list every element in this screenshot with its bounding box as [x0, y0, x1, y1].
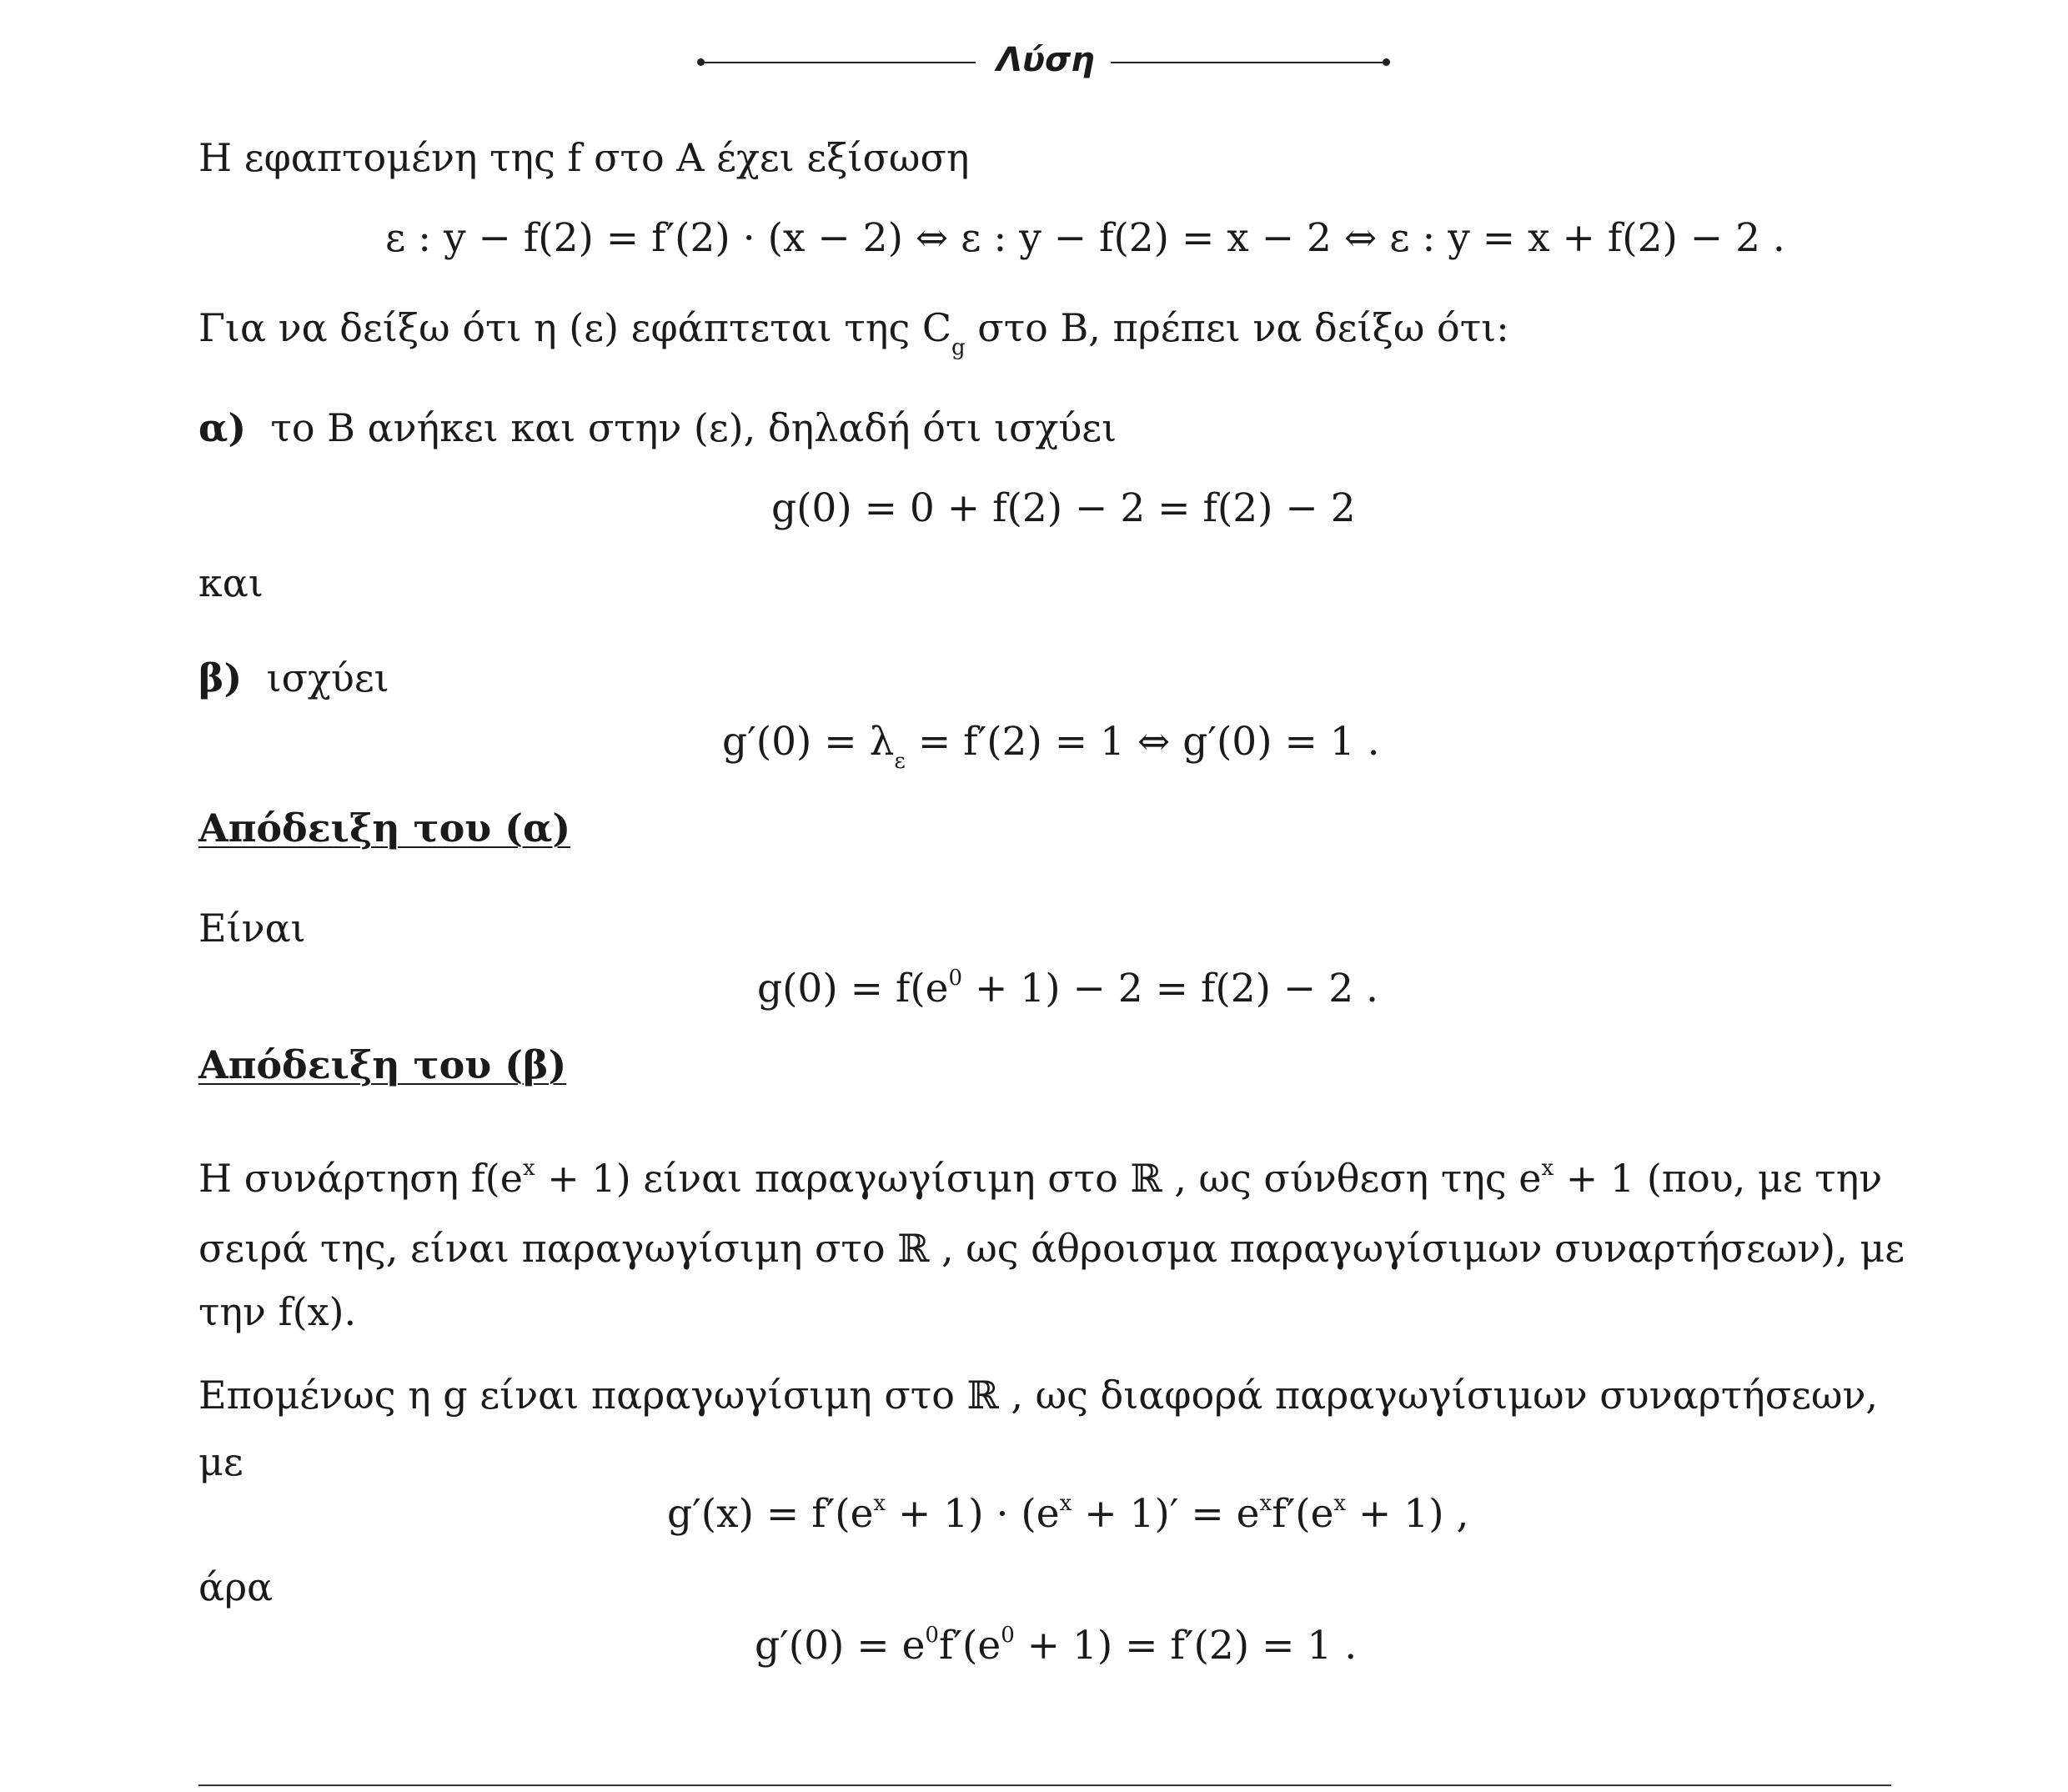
tangent-equation: ε : y − f(2) = f′(2) · (x − 2) ⇔ ε : y − f(2) = x − 2 ⇔ ε : y = x + f(2) − 2 . [385, 215, 1785, 261]
part-b-label: β) [198, 655, 243, 700]
eq4-part-b: + 1) − 2 = f(2) − 2 . [962, 966, 1378, 1011]
eq5-s3: x [1259, 1491, 1272, 1516]
eq3-left: g′(0) = λ [722, 719, 895, 765]
proof-a-lead: Είναι [198, 906, 306, 951]
eq5-s1: x [873, 1491, 886, 1516]
claim-subscript: g [951, 335, 966, 360]
para1-sup1: x [522, 1156, 535, 1181]
para1-line3: την f(x). [198, 1289, 357, 1334]
para2-line2: με [198, 1439, 243, 1484]
part-a [198, 405, 1117, 450]
eq5-c: + 1)′ = e [1072, 1491, 1260, 1537]
ara-word: άρα [198, 1564, 274, 1609]
intro-text: Η εφαπτομένη της f στο A έχει εξίσωση [198, 135, 970, 180]
derivative-equation [667, 1491, 1469, 1537]
para1-line2: σειρά της, είναι παραγωγίσιμη στο ℝ , ως άθροισμα παραγωγίσιμων συναρτήσεων), με [198, 1226, 1905, 1271]
and-word: και [198, 560, 264, 605]
section-title: Λύση [996, 41, 1095, 79]
para1-b: + 1) είναι παραγωγίσιμη στο ℝ , ως σύνθεση της e [535, 1156, 1542, 1201]
eq5-s4: x [1333, 1491, 1347, 1516]
claim-text [198, 305, 1509, 360]
eq6-c: + 1) = f′(2) = 1 . [1014, 1623, 1358, 1669]
proof-a-equation [757, 966, 1378, 1011]
title-right-dot [1383, 58, 1390, 66]
para1-a: Η συνάρτηση f(e [198, 1156, 523, 1201]
eq3-subscript: ε [894, 749, 906, 774]
eq3-right: = f′(2) = 1 ⇔ g′(0) = 1 . [905, 719, 1380, 765]
bottom-rule [198, 1784, 1891, 1786]
part-a-text: το B ανήκει και στην (ε), δηλαδή ότι ισχύει [270, 405, 1117, 450]
eq6-a: g′(0) = e [755, 1623, 926, 1669]
part-b-text: ισχύει [266, 655, 389, 700]
eq5-b: + 1) · (e [886, 1491, 1060, 1537]
eq5-s2: x [1059, 1491, 1072, 1516]
eq5-a: g′(x) = f′(e [667, 1491, 874, 1537]
eq5-d: f′(e [1272, 1491, 1334, 1537]
para1-line1 [198, 1156, 1883, 1201]
title-right-line [1111, 62, 1386, 63]
para1-sup2: x [1541, 1156, 1554, 1181]
proof-a-heading: Απόδειξη του (α) [198, 806, 571, 851]
eq4-superscript: 0 [948, 966, 963, 991]
eq4-part-a: g(0) = f(e [757, 966, 949, 1011]
eq6-b: f′(e [938, 1623, 1001, 1669]
proof-b-heading: Απόδειξη του (β) [198, 1042, 567, 1087]
eq5-e: + 1) , [1346, 1491, 1469, 1537]
claim-before: Για να δείξω ότι η (ε) εφάπτεται της C [198, 305, 952, 350]
equation-g0: g(0) = 0 + f(2) − 2 = f(2) − 2 [771, 485, 1356, 531]
part-a-label: α) [198, 405, 247, 450]
eq6-s2: 0 [1001, 1623, 1015, 1648]
claim-after: στο B, πρέπει να δείξω ότι: [965, 305, 1509, 350]
final-equation [755, 1623, 1358, 1669]
para2-line1: Επομένως η g είναι παραγωγίσιμη στο ℝ , ως διαφορά παραγωγίσιμων συναρτήσεων, [198, 1373, 1879, 1418]
title-left-line [700, 62, 976, 63]
eq6-s1: 0 [925, 1623, 939, 1648]
para1-c: + 1 (που, με την [1554, 1156, 1883, 1201]
equation-slope [722, 719, 1380, 774]
part-b [198, 655, 389, 700]
